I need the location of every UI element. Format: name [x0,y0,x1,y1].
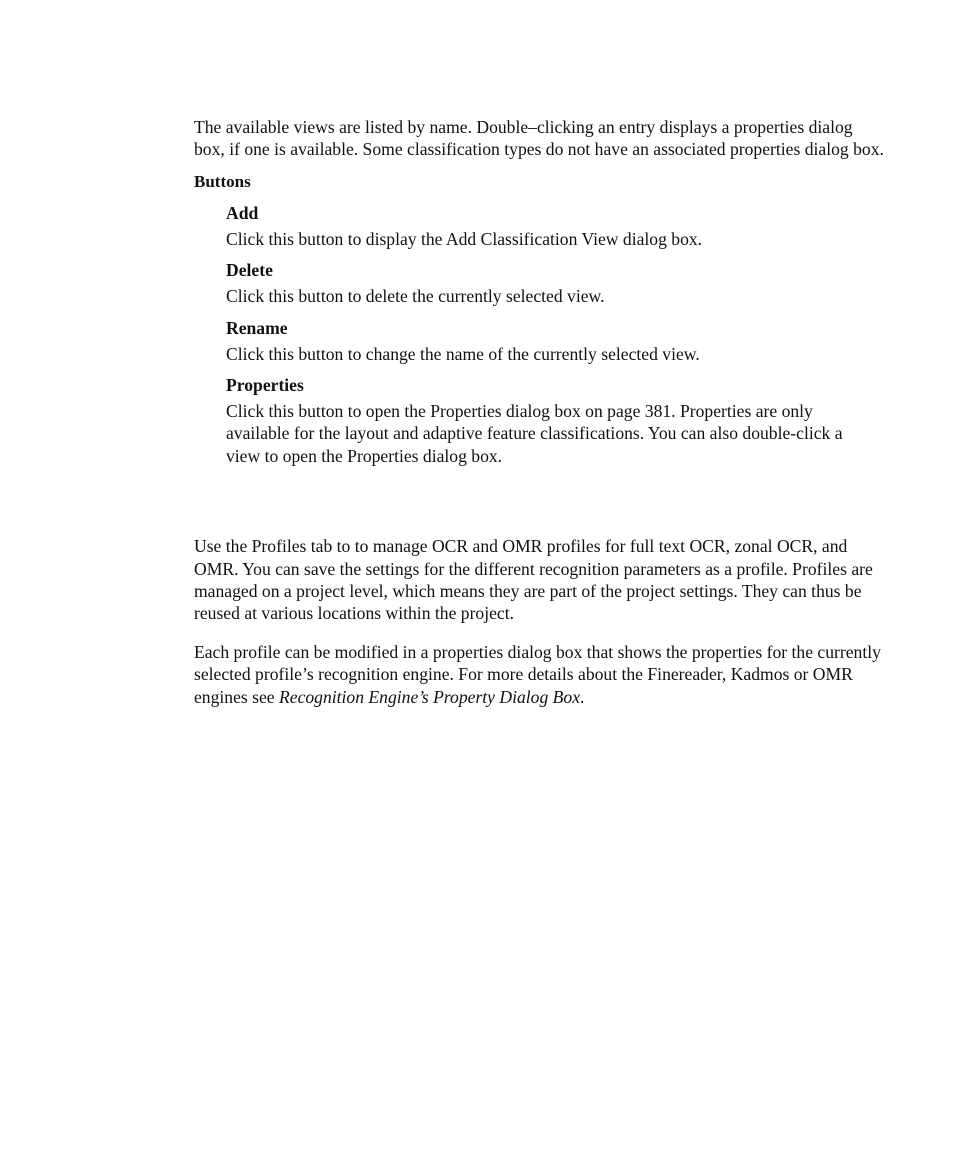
button-entry-title: Properties [226,375,304,396]
profiles-section [194,535,884,708]
profiles-paragraph-1: Use the Profiles tab to to manage OCR and OMR profiles for full text OCR, zonal OCR, and OMR. You can save the settings for the different recognition parameters as a profile. Profiles are managed on a project level, which means they are part of the project settings. They can thus be reused at various locations within the project. [194,536,873,624]
profiles-paragraph-2-text: Each profile can be modified in a properties dialog box that shows the properties for the currently selected profile’s recognition engine. For more details about the Finereader, Kadmos or OMR engines see [194,641,881,707]
buttons-list [226,202,866,467]
button-entry-description: Click this button to delete the currently selected view. [226,286,605,307]
button-entry-delete [226,259,866,307]
button-entry-title: Rename [226,317,288,338]
profiles-paragraph-2-end: . [580,686,585,707]
button-entry-properties [226,374,866,467]
button-entry-rename [226,317,866,365]
page-content [194,116,884,708]
button-entry-title: Add [226,202,259,223]
button-entry-description: Click this button to open the Properties dialog box on page 381. Properties are only available for the layout and adaptive feature classifications. You can also double-click a view to open the Properties dialog box. [226,401,843,466]
button-entry-description: Click this button to change the name of the currently selected view. [226,343,700,364]
button-entry-description: Click this button to display the Add Classification View dialog box. [226,228,703,249]
profiles-paragraph-2 [194,641,884,708]
button-entry-add [226,202,866,250]
button-entry-title: Delete [226,260,273,281]
intro-paragraph: The available views are listed by name. Double–clicking an entry displays a properties dialog box, if one is available. Some classification types do not have an associated properties dialog box. [194,117,884,160]
cross-reference: Recognition Engine’s Property Dialog Box [279,686,581,707]
buttons-heading: Buttons [194,171,251,191]
